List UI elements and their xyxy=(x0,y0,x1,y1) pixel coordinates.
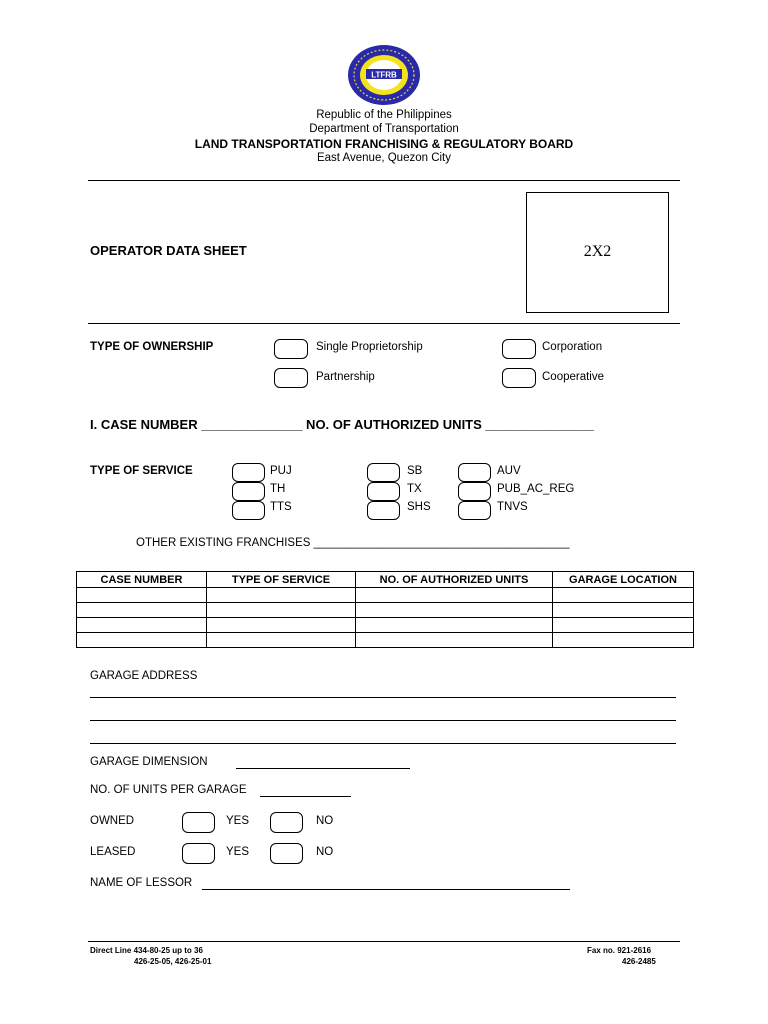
table-cell[interactable] xyxy=(356,588,553,603)
checkbox-cooperative[interactable] xyxy=(502,368,536,388)
checkbox-th[interactable] xyxy=(232,482,265,501)
header-republic: Republic of the Philippines xyxy=(316,109,452,121)
table-cell[interactable] xyxy=(77,618,207,633)
table-cell[interactable] xyxy=(553,633,694,648)
checkbox-corporation[interactable] xyxy=(502,339,536,359)
checkbox-single-proprietorship[interactable] xyxy=(274,339,308,359)
table-cell[interactable] xyxy=(77,603,207,618)
table-cell[interactable] xyxy=(356,633,553,648)
table-cell[interactable] xyxy=(207,588,356,603)
table-header-row xyxy=(77,572,694,588)
owned-label: OWNED xyxy=(90,815,135,827)
checkbox-tnvs[interactable] xyxy=(458,501,491,520)
leased-yes-label: YES xyxy=(226,846,250,858)
table-cell[interactable] xyxy=(77,633,207,648)
checkbox-puj[interactable] xyxy=(232,463,265,482)
units-per-garage-label: NO. OF UNITS PER GARAGE xyxy=(90,784,247,796)
photo-label: 2X2 xyxy=(583,243,612,260)
table-cell[interactable] xyxy=(207,633,356,648)
owned-yes-label: YES xyxy=(226,815,250,827)
form-title: OPERATOR DATA SHEET xyxy=(90,243,247,258)
option-tx: TX xyxy=(407,483,422,495)
leased-label: LEASED xyxy=(90,846,136,858)
other-franchises-line[interactable]: OTHER EXISTING FRANCHISES ________________________________________ xyxy=(136,537,570,549)
ownership-label: TYPE OF OWNERSHIP xyxy=(90,341,214,353)
header-address: East Avenue, Quezon City xyxy=(316,152,452,164)
garage-address-line-3[interactable] xyxy=(90,743,676,744)
checkbox-owned-no[interactable] xyxy=(270,812,303,833)
owned-no-label: NO xyxy=(316,815,334,827)
header-agency: LAND TRANSPORTATION FRANCHISING & REGULATORY BOARD xyxy=(194,137,574,151)
header-type-of-service: TYPE OF SERVICE xyxy=(207,572,356,588)
footer-fax: Fax no. 921-2616 xyxy=(587,946,652,955)
checkbox-auv[interactable] xyxy=(458,463,491,482)
table-row xyxy=(77,633,694,648)
leased-no-label: NO xyxy=(316,846,334,858)
table-row xyxy=(77,603,694,618)
checkbox-tts[interactable] xyxy=(232,501,265,520)
lessor-line[interactable] xyxy=(202,889,570,890)
option-tts: TTS xyxy=(270,501,292,513)
option-shs: SHS xyxy=(407,501,431,513)
table-cell[interactable] xyxy=(356,618,553,633)
checkbox-sb[interactable] xyxy=(367,463,400,482)
garage-dimension-label: GARAGE DIMENSION xyxy=(90,756,208,768)
header-case-number: CASE NUMBER xyxy=(77,572,207,588)
checkbox-owned-yes[interactable] xyxy=(182,812,215,833)
footer-direct-line: Direct Line 434-80-25 up to 36 xyxy=(90,946,203,955)
option-sb: SB xyxy=(407,465,423,477)
footer-direct-line-2: 426-25-05, 426-25-01 xyxy=(134,957,212,966)
option-single-proprietorship: Single Proprietorship xyxy=(316,341,423,353)
checkbox-partnership[interactable] xyxy=(274,368,308,388)
checkbox-pub-ac-reg[interactable] xyxy=(458,482,491,501)
table-row xyxy=(77,588,694,603)
photo-box[interactable] xyxy=(526,192,669,313)
option-th: TH xyxy=(270,483,286,495)
footer-fax-2: 426-2485 xyxy=(622,957,656,966)
units-per-garage-line[interactable] xyxy=(260,796,351,797)
checkbox-shs[interactable] xyxy=(367,501,400,520)
header-rule xyxy=(88,180,680,181)
checkbox-leased-no[interactable] xyxy=(270,843,303,864)
table-cell[interactable] xyxy=(356,603,553,618)
option-cooperative: Cooperative xyxy=(542,371,605,383)
option-corporation: Corporation xyxy=(542,341,603,353)
table-cell[interactable] xyxy=(553,588,694,603)
title-rule xyxy=(88,323,680,324)
case-number-line[interactable]: I. CASE NUMBER ______________ NO. OF AUTHORIZED UNITS _______________ xyxy=(90,417,594,432)
header-authorized-units: NO. OF AUTHORIZED UNITS xyxy=(356,572,553,588)
header-garage-location: GARAGE LOCATION xyxy=(553,572,694,588)
logo-text: LTFRB xyxy=(371,70,397,80)
table-row xyxy=(77,618,694,633)
lessor-label: NAME OF LESSOR xyxy=(90,877,193,889)
garage-address-line-2[interactable] xyxy=(90,720,676,721)
option-partnership: Partnership xyxy=(316,371,375,383)
ltfrb-logo xyxy=(346,44,422,106)
service-label: TYPE OF SERVICE xyxy=(90,465,193,477)
checkbox-leased-yes[interactable] xyxy=(182,843,215,864)
checkbox-tx[interactable] xyxy=(367,482,400,501)
option-puj: PUJ xyxy=(270,465,292,477)
table-cell[interactable] xyxy=(207,618,356,633)
option-auv: AUV xyxy=(497,465,521,477)
footer-rule xyxy=(88,941,680,942)
garage-address-line-1[interactable] xyxy=(90,697,676,698)
table-cell[interactable] xyxy=(553,618,694,633)
table-cell[interactable] xyxy=(77,588,207,603)
option-tnvs: TNVS xyxy=(497,501,528,513)
option-pub-ac-reg: PUB_AC_REG xyxy=(497,483,575,495)
garage-dimension-line[interactable] xyxy=(236,768,410,769)
garage-address-label: GARAGE ADDRESS xyxy=(90,670,198,682)
franchise-table xyxy=(76,571,694,648)
table-cell[interactable] xyxy=(553,603,694,618)
table-cell[interactable] xyxy=(207,603,356,618)
header-department: Department of Transportation xyxy=(309,123,459,135)
